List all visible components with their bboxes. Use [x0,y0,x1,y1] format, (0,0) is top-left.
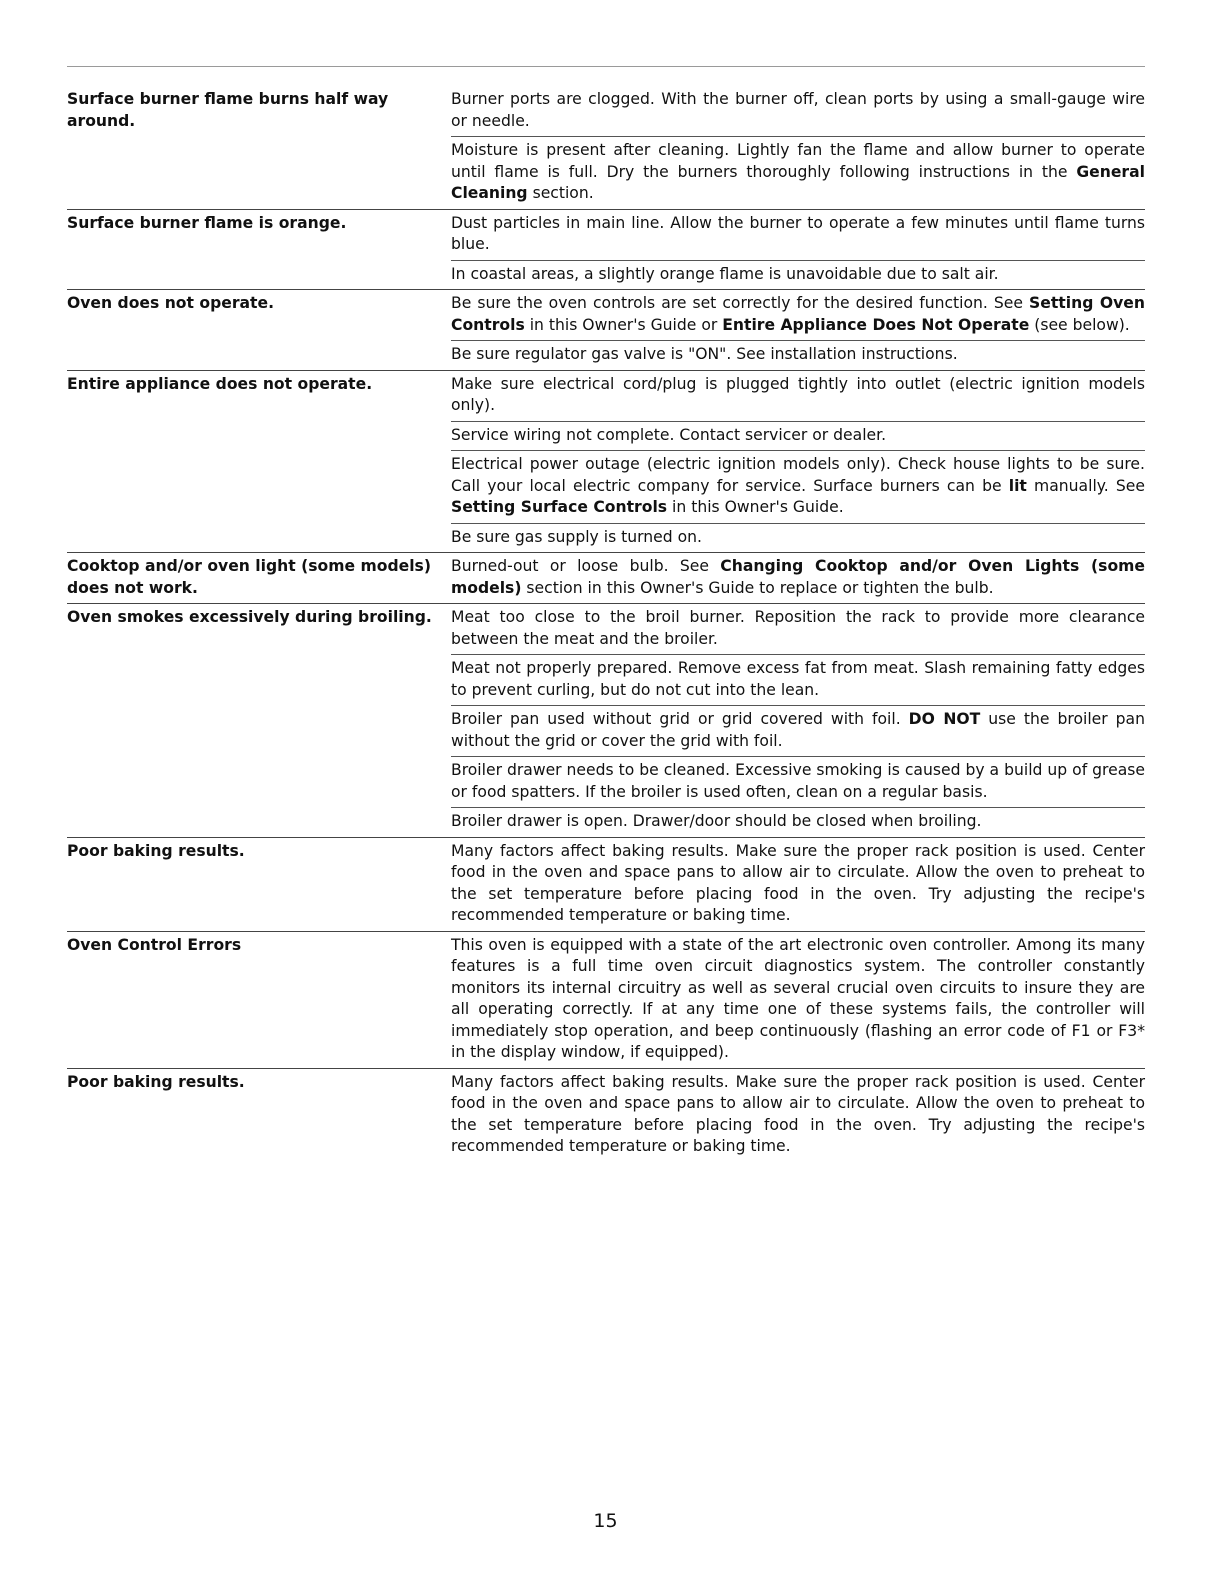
table-row [67,370,1145,553]
solution-item [451,136,1145,209]
solutions-list [451,371,1145,553]
solution-text: use the broiler pan without the grid or cover the grid with foil. [451,710,1145,750]
solution-text: Broiler pan used without grid or grid covered with foil. [451,710,909,728]
bold-reference-text: Setting Surface Controls [451,498,668,516]
solution-text: section in this Owner's Guide to replace or tighten the bulb. [521,578,994,597]
solution-item [451,553,1145,603]
solutions-list [451,932,1145,1068]
top-rule [67,66,1145,67]
bold-reference-text: Changing Cooktop and/or Oven Lights (some models) [451,557,1145,597]
solution-text: This oven is equipped with a state of the art electronic oven controller. Among its many features is a full time oven circuit diagnostics system. The controller constantly monitors its internal circuitry as well as several crucial oven circuits to insure they are all operating correctly. If at any time one of these systems fails, the controller will immediately stop operation, and beep continuously (flashing an error code of F1 or F3* in the display window, if equipped). [451,935,1145,1061]
solution-item [451,705,1145,756]
solution-text: Meat not properly prepared. Remove excess fat from meat. Slash remaining fatty edges to prevent curling, but do not cut into the lean. [451,659,1145,699]
solution-item [451,86,1145,136]
solution-text: Dust particles in main line. Allow the burner to operate a few minutes until flame turns blue. [451,213,1145,253]
problem-label: Oven does not operate. [67,294,275,312]
solution-text: (see below). [1029,315,1130,334]
solution-text: Service wiring not complete. Contact servicer or dealer. [451,425,887,444]
solution-text: Make sure electrical cord/plug is plugged tightly into outlet (electric ignition models only). [451,374,1145,414]
problem-label: Poor baking results. [67,1072,245,1091]
solution-text: Burner ports are clogged. With the burner off, clean ports by using a small-gauge wire or needle. [451,90,1145,130]
solution-item [451,371,1145,421]
table-row [67,552,1145,603]
solution-text: Be sure the oven controls are set correctly for the desired function. See [451,294,1030,312]
bold-reference-text: lit [1008,476,1027,495]
troubleshooting-table [67,86,1145,1162]
table-row [67,603,1145,837]
solution-item [451,932,1145,1068]
solution-text: Moisture is present after cleaning. Lightly fan the flame and allow burner to operate until flame is full. Dry the burners thoroughly following instructions in the [451,141,1145,181]
solution-text: In coastal areas, a slightly orange flame is unavoidable due to salt air. [451,264,999,283]
solution-item [451,450,1145,523]
solutions-list [451,86,1145,209]
problem-label: Oven smokes excessively during broiling. [67,608,432,626]
solutions-list [451,210,1145,290]
bold-reference-text: Setting Oven Controls [451,294,1145,334]
table-row [67,209,1145,290]
solution-item [451,260,1145,290]
solution-text: section. [527,184,594,202]
problem-label: Surface burner flame burns half way around. [67,90,389,130]
page-number: 15 [593,1510,618,1532]
solution-text: in this Owner's Guide. [667,498,844,516]
solution-text: manually. See [1026,476,1145,495]
problem-label: Cooktop and/or oven light (some models) does not work. [67,557,431,597]
bold-reference-text: Entire Appliance Does Not Operate [722,315,1030,334]
table-row [67,931,1145,1068]
table-row [67,837,1145,931]
solution-item [451,604,1145,654]
solution-text: in this Owner's Guide or [524,315,723,334]
solution-text: Be sure gas supply is turned on. [451,527,702,546]
solutions-list [451,1069,1145,1162]
solution-text: Electrical power outage (electric ignition models only). Check house lights to be sure. Call your local electric company for service. Surface burners can be [451,455,1145,495]
solutions-list [451,290,1145,370]
problem-label: Entire appliance does not operate. [67,374,373,393]
solution-item [451,523,1145,553]
solution-item [451,838,1145,931]
solution-text: Be sure regulator gas valve is "ON". See installation instructions. [451,345,958,363]
solutions-list [451,553,1145,603]
bold-reference-text: General Cleaning [451,162,1145,202]
solution-text: Many factors affect baking results. Make sure the proper rack position is used. Center food in the oven and space pans to allow air to circulate. Allow the oven to preheat to the set temperature before placing food in the oven. Try adjusting the recipe's recommended temperature or baking time. [451,841,1145,924]
bold-reference-text: DO NOT [908,710,981,728]
solution-text: Meat too close to the broil burner. Reposition the rack to provide more clearance between the meat and the broiler. [451,608,1145,648]
solution-item [451,807,1145,837]
solution-item [451,756,1145,807]
problem-label: Surface burner flame is orange. [67,213,347,232]
table-row [67,1068,1145,1162]
solution-item [451,340,1145,370]
table-row [67,289,1145,370]
solution-item [451,654,1145,705]
solution-item [451,1069,1145,1162]
solution-item [451,421,1145,451]
solution-text: Burned-out or loose bulb. See [451,557,721,575]
problem-label: Oven Control Errors [67,935,242,954]
problem-label: Poor baking results. [67,841,245,860]
table-row [67,86,1145,209]
solution-text: Broiler drawer is open. Drawer/door should be closed when broiling. [451,812,982,830]
solution-item [451,210,1145,260]
solution-text: Broiler drawer needs to be cleaned. Excessive smoking is caused by a build up of grease or food spatters. If the broiler is used often, clean on a regular basis. [451,761,1145,801]
solutions-list [451,604,1145,837]
solution-item [451,290,1145,340]
solution-text: Many factors affect baking results. Make sure the proper rack position is used. Center food in the oven and space pans to allow air to circulate. Allow the oven to preheat to the set temperature before placing food in the oven. Try adjusting the recipe's recommended temperature or baking time. [451,1072,1145,1155]
solutions-list [451,838,1145,931]
